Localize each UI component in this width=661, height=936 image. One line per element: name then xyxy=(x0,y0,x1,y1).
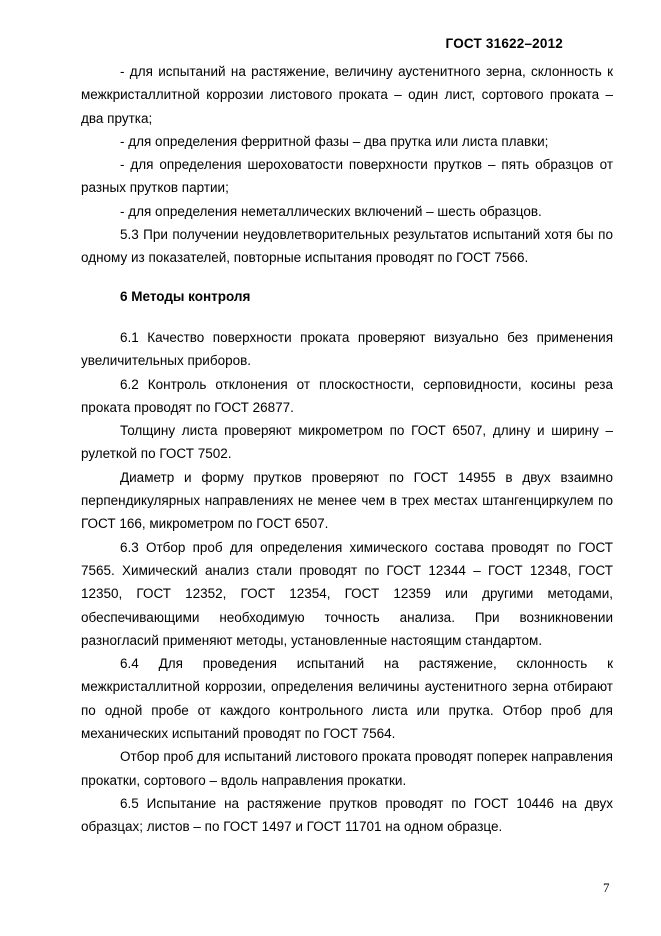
document-body xyxy=(81,60,613,839)
paragraph-6-5: 6.5 Испытание на растяжение прутков проводят по ГОСТ 10446 на двух образцах; листов – по ГОСТ 1497 и ГОСТ 11701 на одном образце. xyxy=(81,795,613,835)
page-number: 7 xyxy=(603,880,610,895)
paragraph-6-1: 6.1 Качество поверхности проката проверяют визуально без применения увеличительных приборов. xyxy=(81,329,613,369)
paragraph-sheet-sampling: Отбор проб для испытаний листового проката проводят поперек направления прокатки, сортового – вдоль направления прокатки. xyxy=(81,749,613,788)
paragraph-6-4: 6.4 Для проведения испытаний на растяжение, склонность к межкристаллитной коррозии, определения величины аустенитного зерна отбирают по одной пробе от каждого контрольного листа или прутка. Отбор проб для механических испытаний проводят по ГОСТ 7564. xyxy=(81,656,613,742)
paragraph-tensile-samples: - для испытаний на растяжение, величину аустенитного зерна, склонность к межкристаллитной коррозии листового проката – один лист, сортового проката – два прутка; xyxy=(81,64,613,126)
paragraph-6-2: 6.2 Контроль отклонения от плоскостности, серповидности, косины реза проката проводят по ГОСТ 26877. xyxy=(81,376,613,415)
paragraph-bar-diameter: Диаметр и форму прутков проверяют по ГОСТ 14955 в двух взаимно перпендикулярных направлениях не менее чем в трех местах штангенциркулем по ГОСТ 166, микрометром по ГОСТ 6507. xyxy=(81,469,613,532)
section-6-title: 6 Методы контроля xyxy=(120,288,251,304)
paragraph-roughness-samples: - для определения шероховатости поверхности прутков – пять образцов от разных прутков партии; xyxy=(81,157,613,196)
paragraph-inclusions-samples: - для определения неметаллических включений – шесть образцов. xyxy=(120,203,542,219)
paragraph-5-3: 5.3 При получении неудовлетворительных результатов испытаний хотя бы по одному из показателей, повторные испытания проводят по ГОСТ 7566. xyxy=(81,227,613,266)
document-code-header: ГОСТ 31622–2012 xyxy=(445,36,563,51)
paragraph-sheet-thickness: Толщину листа проверяют микрометром по ГОСТ 6507, длину и ширину – рулеткой по ГОСТ 7502. xyxy=(81,423,613,462)
paragraph-ferrite-samples: - для определения ферритной фазы – два прутка или листа плавки; xyxy=(120,133,549,149)
paragraph-6-3: 6.3 Отбор проб для определения химического состава проводят по ГОСТ 7565. Химический анализ стали проводят по ГОСТ 12344 – ГОСТ 12348, ГОСТ 12350, ГОСТ 12352, ГОСТ 12354, ГОСТ 12359 или другими методами, обеспечивающими необходимую точность анализа. При возникновении разногласий применяют методы, установленные настоящим стандартом. xyxy=(81,539,613,648)
